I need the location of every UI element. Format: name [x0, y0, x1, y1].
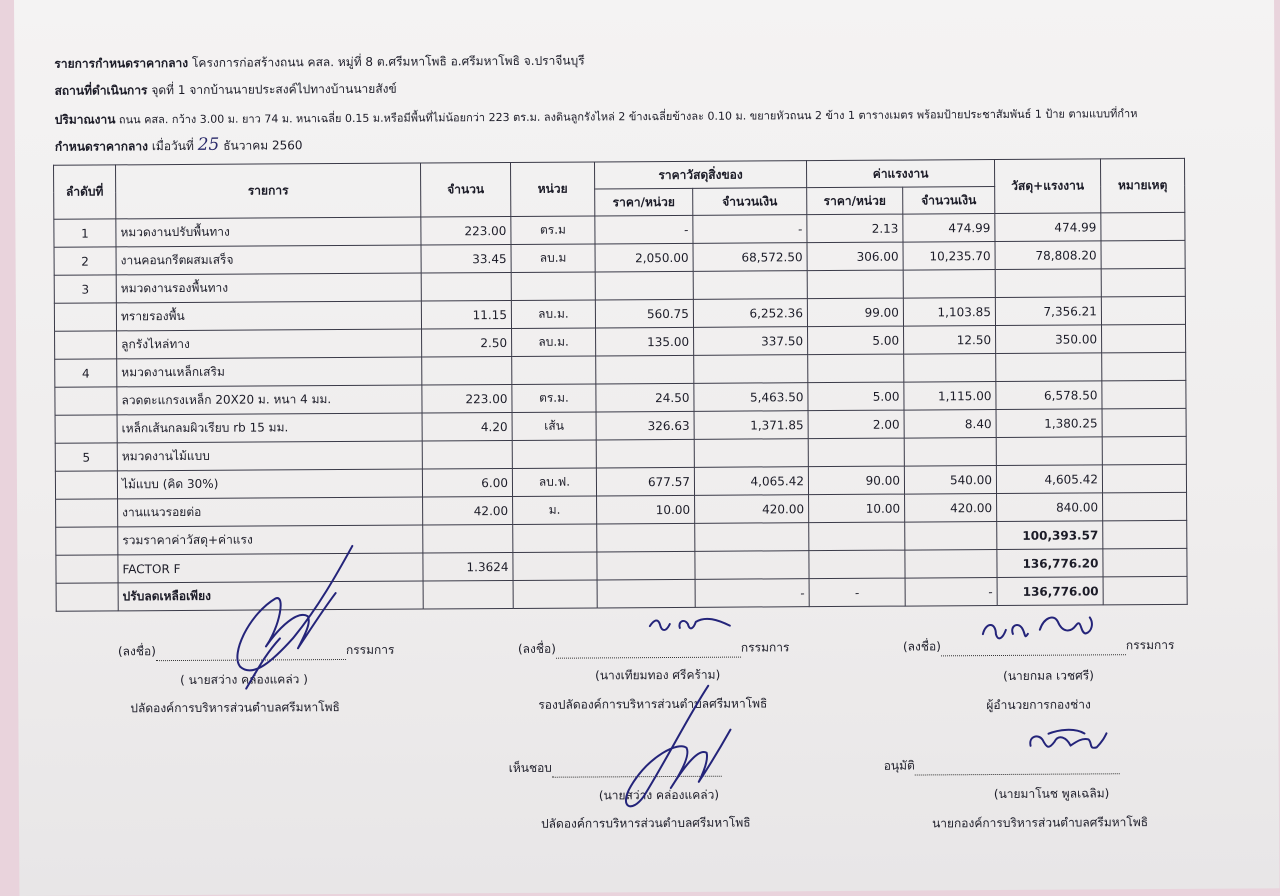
cell-item: หมวดงานปรับพื้นทาง [116, 217, 421, 247]
factor-value: 1.3624 [423, 552, 513, 581]
sign-prefix: (ลงชื่อ) [902, 639, 941, 654]
header-price-label: กำหนดราคากลาง [54, 139, 149, 154]
signer-4-position: ปลัดองค์การบริหารส่วนตำบลศรีมหาโพธิ [540, 815, 751, 831]
signer-1-position: ปลัดองค์การบริหารส่วนตำบลศรีมหาโพธิ [130, 700, 340, 716]
col-header-material: ราคาวัสดุสิ่งของ [595, 161, 807, 189]
cell-unit: เส้น [512, 412, 596, 441]
signature-scribble-3 [983, 617, 1092, 638]
cell-labor-price: 90.00 [808, 466, 904, 495]
cell-labor-amount: 540.00 [904, 466, 996, 495]
approve-seen-label: เห็นชอบ [508, 760, 552, 775]
header-location-label: สถานที่ดำเนินการ [54, 83, 148, 98]
round-labor-price: - [809, 578, 905, 607]
cell-item: เหล็กเส้นกลมผิวเรียบ rb 15 มม. [117, 413, 422, 443]
cell-labor-amount: 420.00 [905, 494, 997, 523]
cell-material-price: - [595, 215, 693, 244]
signer-3-name: (นายกมล เวชศรี) [1003, 668, 1094, 683]
signature-scribble-5 [1030, 730, 1106, 749]
cell-qty: 2.50 [422, 328, 512, 357]
header-date-day: 25 [197, 134, 220, 155]
cell-qty: 223.00 [422, 384, 512, 413]
cell-material-amount: 4,065.42 [694, 467, 808, 496]
cell-labor-amount: 8.40 [904, 410, 996, 439]
cell-qty: 11.15 [421, 300, 511, 329]
cell-no: 4 [55, 359, 117, 387]
cell-qty: 42.00 [423, 496, 513, 525]
cell-no: 2 [54, 247, 116, 275]
col-header-labor-price: ราคา/หน่วย [807, 187, 903, 215]
header-title-label: รายการกำหนดราคากลาง [54, 55, 189, 71]
col-header-note: หมายเหตุ [1100, 158, 1184, 213]
cell-material-amount: 1,371.85 [694, 411, 808, 440]
sign-prefix: (ลงชื่อ) [517, 641, 556, 656]
cell-qty: 33.45 [421, 244, 511, 273]
cell-labor-amount: 474.99 [903, 214, 995, 243]
round-labor-amount: - [905, 578, 997, 607]
cell-unit: ลบ.ม [511, 244, 595, 273]
cell-labor-amount: 1,115.00 [904, 382, 996, 411]
header-quantity-label: ปริมาณงาน [54, 112, 116, 127]
signature-scribble-2 [650, 619, 730, 630]
col-header-item: รายการ [116, 163, 421, 219]
cell-unit: ลบ.ม. [512, 328, 596, 357]
cell-labor-price: 5.00 [808, 382, 904, 411]
cell-no: 5 [55, 443, 117, 471]
signature-stroke-1b [246, 638, 280, 688]
cell-qty: 223.00 [421, 216, 511, 245]
signer-2-position: รองปลัดองค์การบริหารส่วนตำบลศรีมหาโพธิ [538, 696, 768, 712]
cell-item: หมวดงานไม้แบบ [117, 441, 422, 471]
cell-material-price: 2,050.00 [595, 243, 693, 272]
cell-unit: ลบ.ฟ. [512, 468, 596, 497]
cell-total: 474.99 [995, 213, 1101, 242]
header-project-text: โครงการก่อสร้างถนน คสล. หมู่ที่ 8 ต.ศรีมหาโพธิ อ.ศรีมหาโพธิ จ.ปราจีนบุรี [191, 53, 585, 70]
cell-material-price: 560.75 [595, 299, 693, 328]
round-total: 136,776.00 [997, 577, 1103, 606]
sum-total: 100,393.57 [997, 521, 1103, 550]
cell-total: 6,578.50 [996, 381, 1102, 410]
role-label: กรรมการ [740, 640, 790, 655]
cell-material-amount: 5,463.50 [694, 383, 808, 412]
cell-material-price: 326.63 [596, 411, 694, 440]
header-date-rest: ธันวาคม 2560 [223, 138, 303, 153]
cell-labor-price: 2.13 [807, 214, 903, 243]
cell-total: 7,356.21 [995, 297, 1101, 326]
cell-item: ลูกรังไหล่ทาง [117, 329, 422, 359]
header-date-prefix: เมื่อวันที่ [151, 138, 194, 154]
col-header-material-amount: จำนวนเงิน [693, 188, 807, 216]
role-label: กรรมการ [345, 642, 395, 657]
cell-labor-price: 5.00 [808, 326, 904, 355]
signer-1-name: ( นายสว่าง คล่องแคล่ว ) [180, 672, 308, 687]
factor-label: FACTOR F [118, 553, 423, 583]
cell-material-price: 135.00 [596, 327, 694, 356]
approve-ok-label: อนุมัติ [883, 758, 915, 773]
cell-item: ทรายรองพื้น [116, 301, 421, 331]
cell-unit: ม. [513, 496, 597, 525]
cell-labor-amount: 1,103.85 [903, 298, 995, 327]
round-label: ปรับลดเหลือเพียง [118, 581, 423, 611]
cell-material-price: 24.50 [596, 383, 694, 412]
signer-2-name: (นางเทียมทอง ศรีคร้าม) [595, 667, 721, 683]
cell-no: 1 [54, 219, 116, 247]
round-material-amount: - [695, 579, 809, 608]
signature-scribble-4 [625, 686, 731, 807]
col-header-labor-amount: จำนวนเงิน [903, 187, 995, 215]
col-header-total: วัสดุ+แรงงาน [994, 159, 1100, 214]
col-header-unit: หน่วย [511, 162, 595, 217]
document-page [14, 0, 1279, 896]
signer-5-position: นายกองค์การบริหารส่วนตำบลศรีมหาโพธิ [932, 815, 1149, 831]
cell-total: 840.00 [997, 493, 1103, 522]
cell-material-price: 10.00 [597, 495, 695, 524]
col-header-qty: จำนวน [421, 162, 511, 217]
cell-item: งานแนวรอยต่อ [118, 497, 423, 527]
cell-unit: ตร.ม [511, 216, 595, 245]
cell-labor-price: 306.00 [807, 242, 903, 271]
cell-qty: 6.00 [422, 468, 512, 497]
cell-material-amount: 6,252.36 [693, 299, 807, 328]
col-header-labor: ค่าแรงงาน [806, 160, 994, 188]
cell-total: 1,380.25 [996, 409, 1102, 438]
cell-total: 4,605.42 [996, 465, 1102, 494]
role-label: กรรมการ [1125, 637, 1175, 653]
cell-total: 350.00 [996, 325, 1102, 354]
handwritten-signatures [14, 0, 1269, 890]
col-header-material-price: ราคา/หน่วย [595, 188, 693, 216]
cell-unit: ลบ.ม. [511, 300, 595, 329]
cell-no: 3 [54, 275, 116, 303]
cell-labor-price: 99.00 [807, 298, 903, 327]
cell-labor-price: 10.00 [809, 494, 905, 523]
cell-item: งานคอนกรีตผสมเสร็จ [116, 245, 421, 275]
cell-item: หมวดงานรองพื้นทาง [116, 273, 421, 303]
cell-labor-price: 2.00 [808, 410, 904, 439]
header-location-text: จุดที่ 1 จากบ้านนายประสงค์ไปทางบ้านนายสังข์ [151, 81, 397, 98]
cell-material-amount: 68,572.50 [693, 243, 807, 272]
cell-labor-amount: 12.50 [904, 326, 996, 355]
cell-material-price: 677.57 [596, 467, 694, 496]
signer-4-name: (นายสว่าง คล่องแคล่ว) [598, 787, 720, 803]
signature-scribble-1 [237, 546, 353, 671]
header-quantity-text: ถนน คสล. กว้าง 3.00 ม. ยาว 74 ม. หนาเฉลี่ย 0.15 ม.หรือมีพื้นที่ไม่น้อยกว่า 223 ตร.ม. ลงดินลูกรังไหล่ 2 ข้างเฉลี่ยข้างละ 0.10 ม. ขยายหัวถนน 2 ข้าง 1 ตารางเมตร พร้อมป้ายประชาสัมพันธ์ 1 ป้าย ตามแบบที่กำห [118, 107, 1138, 127]
cell-item: ไม้แบบ (คิด 30%) [117, 469, 422, 499]
cell-material-amount: - [693, 215, 807, 244]
sum-label: รวมราคาค่าวัสดุ+ค่าแรง [118, 525, 423, 555]
cell-unit: ตร.ม. [512, 384, 596, 413]
signer-3-position: ผู้อำนวยการกองช่าง [986, 697, 1091, 713]
cell-labor-amount: 10,235.70 [903, 242, 995, 271]
cell-item: หมวดงานเหล็กเสริม [117, 357, 422, 387]
cell-material-amount: 337.50 [694, 327, 808, 356]
factor-total: 136,776.20 [997, 549, 1103, 578]
sign-prefix: (ลงชื่อ) [117, 644, 156, 659]
cell-item: ลวดตะแกรงเหล็ก 20X20 ม. หนา 4 มม. [117, 385, 422, 415]
signer-5-name: (นายมาโนช พูลเฉลิม) [993, 786, 1110, 802]
cell-material-amount: 420.00 [695, 495, 809, 524]
col-header-no: ลำดับที่ [54, 165, 116, 219]
cell-total: 78,808.20 [995, 241, 1101, 270]
cell-qty: 4.20 [422, 412, 512, 441]
